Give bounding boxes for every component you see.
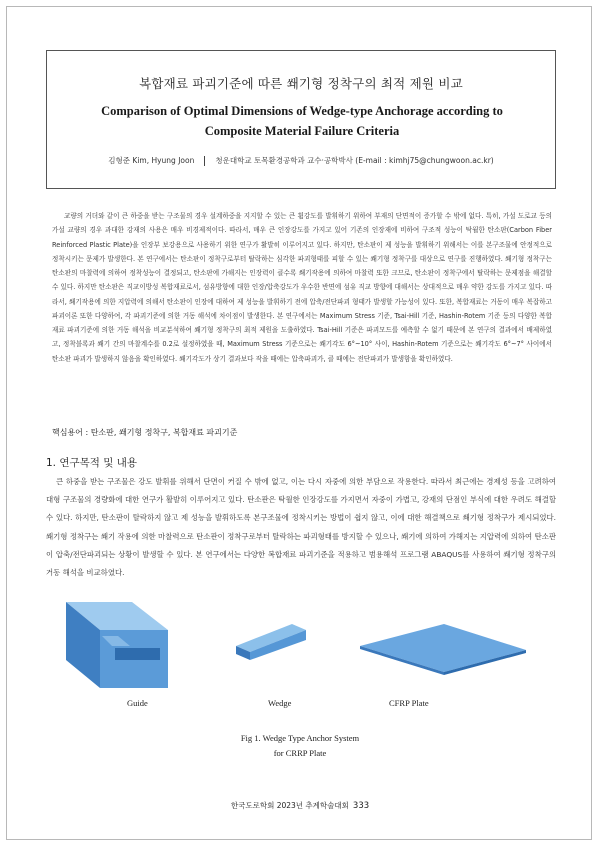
wedge-illustration [236, 624, 306, 660]
conference-name: 한국도로학회 2023년 추계학술대회 [230, 801, 349, 810]
guide-block-illustration [66, 602, 168, 688]
label-wedge: Wedge [268, 698, 292, 708]
author-name: 김형준 Kim, Hyung Joon [108, 156, 195, 165]
author-line [47, 155, 555, 166]
keywords: 핵심용어 : 탄소판, 쐐기형 정착구, 복합재료 파괴기준 [52, 428, 238, 437]
korean-title: 복합재료 파괴기준에 따른 쐐기형 정착구의 최적 제원 비교 [139, 76, 463, 91]
author-separator [204, 156, 205, 166]
english-title: Comparison of Optimal Dimensions of Wedge-type Anchorage according to Composite Material Failure Criteria [101, 104, 503, 138]
section-body: 큰 하중을 받는 구조물은 강도 발휘를 위해서 단면이 커질 수 밖에 없고, 이는 다시 자중에 의한 부담으로 작용한다. 따라서 최근에는 경제성 등을 고려하여 대형 구조물의 경량화에 대한 연구가 활발히 이루어지고 있다. 탄소판은 탁월한 인장강도를 가지면서 자중이 가볍고, 강재의 단점인 부식에 대한 우려도 해결할 수 있다. 하지만, 탄소판이 탈락하지 않고 제 성능을 발휘하도록 본구조물에 정착시키는 방법이 쉽지 않고, 이에 대한 해결책으로 쐐기형 정착구가 제시되었다. 쐐기형 정착구는 쐐기 작용에 의한 마찰력으로 탄소판이 정착구로부터 탈락하는 파괴형태를 방지할 수 있으나, 쐐기에 의하여 가해지는 지압력에 의하여 탄소판이 압축/전단파괴되는 상황이 발생할 수 있다. 본 연구에서는 다양한 복합재료 파괴기준을 적용하고 범용해석 프로그램 ABAQUS를 사용하여 쐐기형 정착구의 거동 해석을 비교하였다. [46, 477, 556, 578]
label-guide: Guide [127, 698, 148, 708]
section-heading: 1. 연구목적 및 내용 [46, 457, 138, 469]
anchor-system-figure [60, 590, 540, 710]
label-cfrp-plate: CFRP Plate [389, 698, 429, 708]
page-footer [0, 800, 600, 811]
cfrp-plate-illustration [360, 624, 526, 675]
abstract: 교량의 거더와 같이 큰 하중을 받는 구조물의 경우 설계하중을 지지할 수 있는 큰 휨강도를 발휘하기 위하여 부재의 단면적이 증가할 수 밖에 없다. 특히, 가설 도로교 등의 가설 교량의 경우 과대한 강재의 사용은 매우 비경제적이다. 따라서, 매우 큰 인장강도를 가지고 있어 기존의 인장재에 비하여 구조적 성능이 탁월한 탄소판(Carbon Fiber Reinforced Plastic Plate)을 인장부 보강용으로 사용하기 위한 연구가 활발히 이루어지고 있다. 하지만, 탄소판이 제 성능을 발휘하기 위해서는 이를 본구조물에 안정적으로 정착시키는 문제가 발생한다. 본 연구에서는 탄소판이 정착구로부터 탈락하는 심각한 파괴형태를 피할 수 있는 쐐기형 정착구를 대상으로 연구를 진행하였다. 쐐기형 정착구는 탄소판의 마찰력에 의하여 정착성능이 결정되고, 탄소판에 가해지는 인장력이 클수록 쐐기작용에 의하여 마찰력 또한 크므로, 탄소판이 정착구에서 탈락하는 문제점을 해결할 수 있다. 하지만 탄소판은 직교이방성 복합재료로서, 섬유방향에 대한 인장/압축강도가 우수한 반면에 섬유 직교 방향에 대해서는 상대적으로 매우 약한 강도를 가지고 있다. 따라서, 쐐기작용에 의한 지압력에 의해서 탄소판이 인장에 대하여 제 성능을 발휘하기 전에 압축/전단파괴 형태가 발생할 가능성이 있다. 또한, 복합재료는 거동이 매우 복잡하고 파괴이론 또한 다양하여, 각 파괴기준에 의한 거동 해석에 차이점이 발생한다. 본 연구에서는 Maximum Stress 기준, Tsai-Hill 기준, Hashin-Rotem 기준 등의 다양한 복합재료 파괴기준에 의한 거동 해석을 비교분석하여 쐐기형 정착구의 최적 제원을 도출하였다. Tsai-Hill 기준은 파괴모드를 예측할 수 없기 때문에 본 연구의 결과에서 배제하였고, 정착블록과 쐐기 간의 마찰계수를 0.2로 설정하였을 때, Maximum Stress 기준으로는 쐐기각도 6°~10° 사이, Hashin-Rotem 기준으로는 쐐기각도 6°~7° 사이에서 탄소판 파괴가 발생하지 않음을 확인하였다. 쐐기각도가 상기 결과보다 작을 때에는 압축파괴가, 클 때에는 전단파괴가 발생함을 확인하였다. [52, 212, 552, 363]
figure-caption [0, 731, 600, 761]
caption-line-1: Fig 1. Wedge Type Anchor System [240, 733, 360, 743]
author-affiliation: 청운대학교 토목환경공학과 교수·공학박사 (E-mail : kimhj75@chungwoon.ac.kr) [215, 156, 494, 165]
title-box [46, 50, 556, 189]
page-number: 333 [352, 801, 370, 811]
caption-line-2: for CRRP Plate [273, 748, 327, 758]
